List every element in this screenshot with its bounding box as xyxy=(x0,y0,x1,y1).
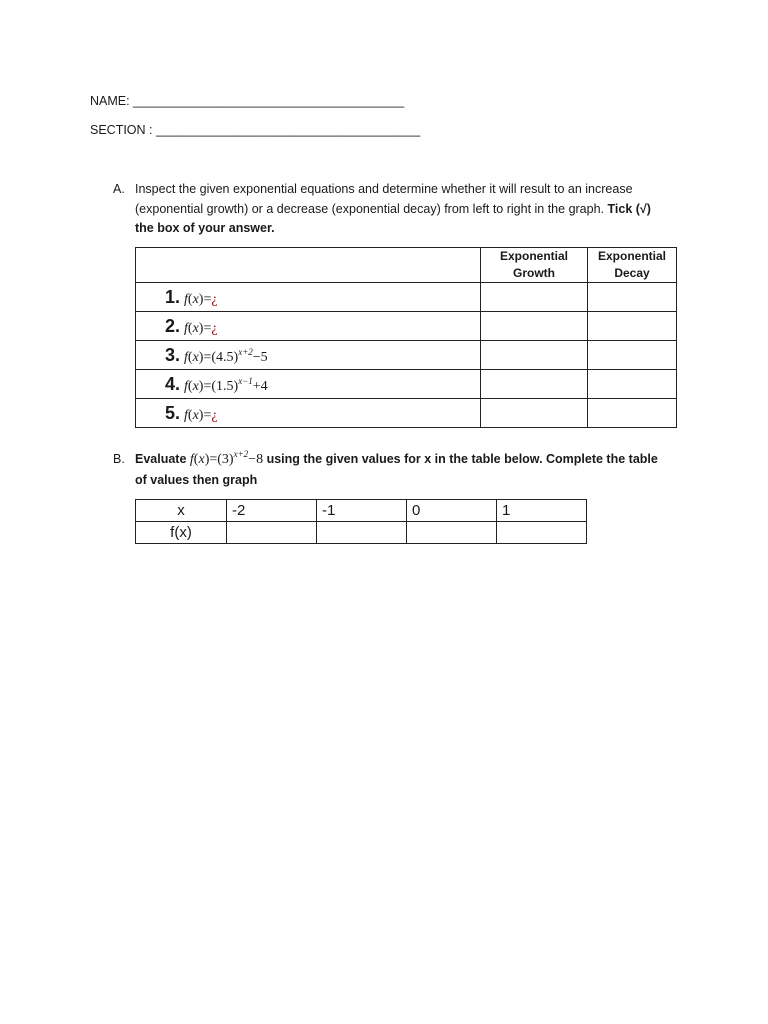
decay-checkbox[interactable] xyxy=(588,399,677,428)
section-field[interactable]: SECTION : ______________________________________ xyxy=(90,123,421,137)
x-value: -1 xyxy=(317,500,407,522)
question-a-text: Inspect the given exponential equations and determine whether it will result to an increase (exponential growth) or a decrease (exponential decay) from left to right in the graph. xyxy=(135,182,633,216)
equation-cell xyxy=(136,312,481,341)
question-b-letter: B. xyxy=(113,452,125,466)
fx-answer-cell[interactable] xyxy=(317,522,407,544)
table-row xyxy=(136,370,677,399)
row-number: 4. xyxy=(165,373,181,394)
growth-checkbox[interactable] xyxy=(481,312,588,341)
growth-checkbox[interactable] xyxy=(481,370,588,399)
fx-label: f(x) xyxy=(136,522,227,544)
values-table xyxy=(135,499,587,544)
equation-cell xyxy=(136,283,481,312)
decay-checkbox[interactable] xyxy=(588,341,677,370)
growth-checkbox[interactable] xyxy=(481,341,588,370)
header-blank xyxy=(136,248,481,283)
growth-checkbox[interactable] xyxy=(481,283,588,312)
growth-checkbox[interactable] xyxy=(481,399,588,428)
decay-checkbox[interactable] xyxy=(588,312,677,341)
question-a-instruction: Tick (√) the box of your answer. xyxy=(135,201,651,235)
question-b xyxy=(113,449,673,490)
equation-cell xyxy=(136,370,481,399)
equation: $f(x)=(1.5)^{x-1}+4$ xyxy=(184,375,268,394)
question-a-letter: A. xyxy=(113,182,125,196)
fx-answer-cell[interactable] xyxy=(407,522,497,544)
table-row xyxy=(136,283,677,312)
fx-answer-cell[interactable] xyxy=(227,522,317,544)
row-number: 1. xyxy=(165,286,181,307)
question-a xyxy=(113,180,673,239)
equation-cell xyxy=(136,399,481,428)
row-number: 5. xyxy=(165,402,181,423)
table-row xyxy=(136,312,677,341)
table-row xyxy=(136,399,677,428)
row-number: 3. xyxy=(165,344,181,365)
evaluate-word: Evaluate xyxy=(135,452,187,466)
equation: f(x)=¿ xyxy=(184,320,218,336)
row-number: 2. xyxy=(165,315,181,336)
x-value: 0 xyxy=(407,500,497,522)
x-label: x xyxy=(136,500,227,522)
table-row xyxy=(136,500,587,522)
growth-decay-table xyxy=(135,247,677,428)
equation: $f(x)=(3)^{x+2}-8$ xyxy=(189,449,264,467)
header-growth: Exponential Growth xyxy=(481,248,588,283)
decay-checkbox[interactable] xyxy=(588,283,677,312)
equation: f(x)=¿ xyxy=(184,407,218,423)
decay-checkbox[interactable] xyxy=(588,370,677,399)
equation-cell xyxy=(136,341,481,370)
equation: f(x)=¿ xyxy=(184,291,218,307)
table-row xyxy=(136,522,587,544)
name-field[interactable]: NAME: _______________________________________ xyxy=(90,94,405,108)
x-value: -2 xyxy=(227,500,317,522)
fx-answer-cell[interactable] xyxy=(497,522,587,544)
equation: $f(x)=(4.5)^{x+2}-5$ xyxy=(184,346,268,365)
header-decay: Exponential Decay xyxy=(588,248,677,283)
question-b-text: using the given values for x in the table below. Complete the table of values then graph xyxy=(135,452,658,487)
table-row xyxy=(136,341,677,370)
x-value: 1 xyxy=(497,500,587,522)
